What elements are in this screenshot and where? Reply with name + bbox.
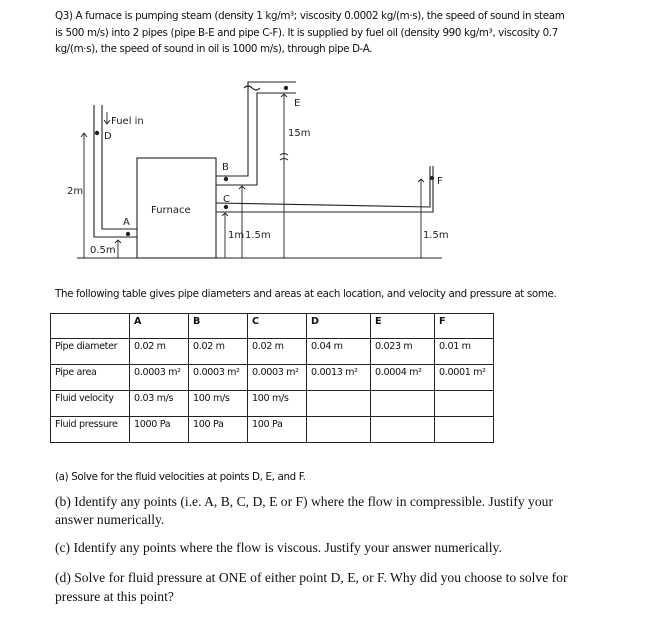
dim-15m-e: 15m (288, 128, 311, 139)
dim-1-5m-f: 1.5m (423, 230, 449, 241)
table-row (51, 417, 494, 443)
point-a-dot (126, 232, 130, 236)
header-cell: A (130, 314, 189, 339)
table-row (51, 391, 494, 417)
dim-2m: 2m (67, 186, 84, 197)
fuel-in-label: Fuel in (111, 116, 144, 127)
table-cell: 0.0001 m² (435, 365, 494, 391)
table-cell (307, 417, 371, 443)
row-label: Pipe diameter (51, 339, 130, 365)
header-cell: D (307, 314, 371, 339)
table-cell: 0.0003 m² (189, 365, 248, 391)
table-row (51, 365, 494, 391)
dim-0-5m: 0.5m (90, 245, 116, 256)
part-d-line-1: (d) Solve for fluid pressure at ONE of either point D, E, or F. Why did you choose to solve for (55, 570, 568, 585)
furnace-diagram (0, 0, 665, 270)
table-cell: 100 m/s (189, 391, 248, 417)
question-line-2: is 500 m/s) into 2 pipes (pipe B-E and pipe C-F). It is supplied by fuel oil (density 990 kg/m³, viscosity 0.7 (55, 27, 558, 39)
header-cell: B (189, 314, 248, 339)
break-symbol (244, 86, 260, 90)
part-d-line-2: pressure at this point? (55, 589, 174, 604)
table-intro: The following table gives pipe diameters and areas at each location, and velocity and pressure at some. (55, 288, 557, 300)
header-cell: E (371, 314, 435, 339)
part-b-line-1: (b) Identify any points (i.e. A, B, C, D, E or F) where the flow in compressible. Justify your (55, 494, 553, 509)
table-cell: 0.023 m (371, 339, 435, 365)
row-label: Fluid pressure (51, 417, 130, 443)
dim-1m: 1m (228, 230, 245, 241)
point-b-label: B (222, 162, 229, 173)
table-cell: 1000 Pa (130, 417, 189, 443)
part-c: (c) Identify any points where the flow is viscous. Justify your answer numerically. (55, 540, 502, 555)
header-cell: C (248, 314, 307, 339)
point-c-dot (224, 205, 228, 209)
table-cell: 0.0004 m² (371, 365, 435, 391)
pipe-data-table (50, 313, 494, 443)
furnace-label: Furnace (151, 205, 191, 216)
row-label: Pipe area (51, 365, 130, 391)
part-a: (a) Solve for the fluid velocities at points D, E, and F. (55, 471, 306, 483)
header-cell: F (435, 314, 494, 339)
part-b-line-2: answer numerically. (55, 512, 165, 527)
table-cell: 100 Pa (248, 417, 307, 443)
point-d-dot (95, 131, 99, 135)
table-row (51, 339, 494, 365)
table-cell (435, 417, 494, 443)
table-cell: 100 Pa (189, 417, 248, 443)
table-cell (307, 391, 371, 417)
question-line-1: Q3) A furnace is pumping steam (density 1 kg/m³; viscosity 0.0002 kg/(m·s), the speed of sound in steam (55, 10, 565, 22)
table-cell: 0.02 m (189, 339, 248, 365)
table-cell: 0.03 m/s (130, 391, 189, 417)
table-cell (371, 391, 435, 417)
table-header-row (51, 314, 494, 339)
table-cell: 0.02 m (248, 339, 307, 365)
point-a-label: A (123, 217, 130, 228)
table-cell: 0.04 m (307, 339, 371, 365)
table-cell: 0.0003 m² (130, 365, 189, 391)
table-cell (435, 391, 494, 417)
question-line-3: kg/(m·s), the speed of sound in oil is 1000 m/s), through pipe D-A. (55, 43, 373, 55)
table-cell: 100 m/s (248, 391, 307, 417)
table-cell (371, 417, 435, 443)
table-cell: 0.01 m (435, 339, 494, 365)
header-cell (51, 314, 130, 339)
point-b-dot (224, 177, 228, 181)
point-d-label: D (104, 131, 112, 142)
point-f-label: F (437, 176, 443, 187)
table-cell: 0.0013 m² (307, 365, 371, 391)
dim-1-5m-b: 1.5m (245, 230, 271, 241)
point-f-dot (430, 176, 434, 180)
point-e-dot (284, 86, 288, 90)
table-cell: 0.0003 m² (248, 365, 307, 391)
point-e-label: E (294, 98, 301, 109)
row-label: Fluid velocity (51, 391, 130, 417)
table-cell: 0.02 m (130, 339, 189, 365)
point-c-label: C (223, 194, 230, 205)
